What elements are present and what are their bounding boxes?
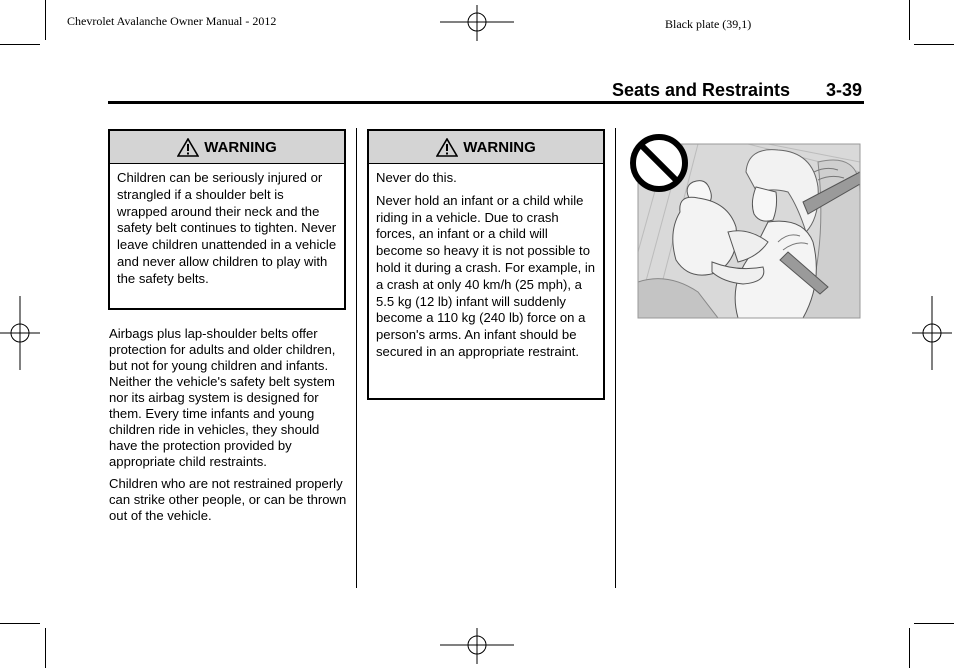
prohibition-icon (633, 137, 685, 189)
body-text-left (109, 326, 349, 530)
warning-text (369, 164, 603, 366)
warning-box-middle (367, 129, 605, 400)
warning-header (110, 131, 344, 164)
section-title: Seats and Restraints (612, 80, 791, 100)
crop-mark (914, 44, 954, 45)
warning-triangle-icon (177, 138, 199, 157)
column-divider (356, 128, 357, 588)
header-rule (108, 101, 864, 104)
crop-mark (909, 0, 910, 40)
crop-mark (0, 623, 40, 624)
registration-mark-bottom (440, 628, 514, 664)
warning-paragraph: Children can be seriously injured or strangled if a shoulder belt is wrapped around their neck and the safety belt continues to tighten. Never leave children unattended in a vehicle and never allow children to play with the safety belts. (117, 170, 337, 286)
warning-header (369, 131, 603, 164)
document-title: Chevrolet Avalanche Owner Manual - 2012 (67, 14, 277, 28)
body-paragraph: Children who are not restrained properly can strike other people, or can be thrown out of the vehicle. (109, 476, 347, 523)
warning-text (110, 164, 344, 293)
crop-mark (0, 44, 40, 45)
column-divider (615, 128, 616, 588)
registration-mark-right (912, 296, 952, 370)
illustration-holding-infant (628, 132, 864, 322)
crop-mark (909, 628, 910, 668)
plate-label: Black plate (39,1) (665, 17, 752, 31)
warning-title: WARNING (463, 138, 536, 156)
crop-mark (45, 0, 46, 40)
warning-paragraph: Never hold an infant or a child while riding in a vehicle. Due to crash forces, an infant or a child will become so heavy it is not possible to hold it during a crash. For example, in a crash at only 40 km/h (25 mph), a 5.5 kg (12 lb) infant will suddenly become a 110 kg (240 lb) force on a person's arms. An infant should be secured in an appropriate restraint. (376, 192, 596, 359)
warning-box-left (108, 129, 346, 310)
warning-paragraph: Never do this. (376, 170, 457, 185)
registration-mark-left (0, 296, 40, 370)
crop-mark (45, 628, 46, 668)
crop-mark (914, 623, 954, 624)
registration-mark-top (440, 5, 514, 41)
warning-title: WARNING (204, 138, 277, 156)
warning-triangle-icon (436, 138, 458, 157)
body-paragraph: Airbags plus lap-shoulder belts offer protection for adults and older children, but not for young children and infants. Neither the vehicle's safety belt system nor its airbag system is designed for them. Every time infants and young children ride in vehicles, they should have the protection provided by appropriate child restraints. (109, 326, 336, 469)
page-number: 3-39 (826, 80, 863, 100)
